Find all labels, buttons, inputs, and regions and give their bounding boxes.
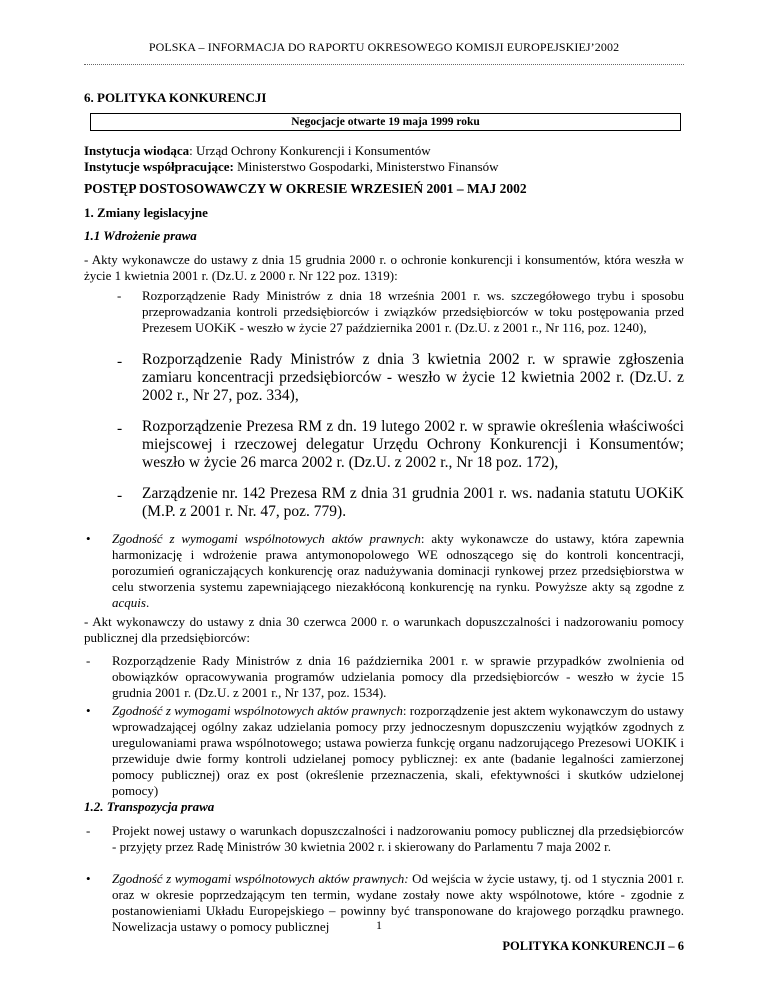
institutions [84, 143, 684, 175]
paragraph-acts: - Akty wykonawcze do ustawy z dnia 15 grudnia 2000 r. o ochronie konkurencji i konsumentów, która weszła w życie 1 kwietnia 2001 r. (Dz.U. z 2000 r. Nr 122 poz. 1319): [84, 252, 684, 283]
compliance-label: Zgodność z wymogami wspólnotowych aktów prawnych [112, 703, 403, 718]
lead-label: Instytucja wiodąca [84, 143, 190, 158]
negotiation-box: Negocjacje otwarte 19 maja 1999 roku [90, 113, 681, 131]
progress-title: POSTĘP DOSTOSOWAWCZY W OKRESIE WRZESIEŃ 2001 – MAJ 2002 [84, 181, 527, 196]
bullet-compliance-1 [112, 531, 684, 611]
subheading-legislative: 1. Zmiany legislacyjne [84, 205, 208, 220]
bullet-marker: • [86, 703, 91, 718]
page-number: 1 [376, 918, 382, 932]
coop-value: Ministerstwo Gospodarki, Ministerstwo Finansów [233, 159, 499, 174]
compliance-end: . [145, 595, 150, 610]
subheading-implementation: 1.1 Wdrożenie prawa [84, 228, 197, 243]
lead-institution [84, 143, 684, 159]
subheading-transposition: 1.2. Transpozycja prawa [84, 799, 215, 814]
bullet-compliance-3 [112, 871, 684, 935]
dash-item-1: Rozporządzenie Rady Ministrów z dnia 18 września 2001 r. ws. szczegółowego trybu i sposobu przeprowadzania kontroli przedsiębiorców i związków przedsiębiorców w toku postępowania przed Prezesem UOKiK - weszło w życie 27 października 2001 r. (Dz.U. z 2001 r., Nr 116, poz. 1240), [142, 288, 684, 335]
coop-institutions [84, 159, 684, 175]
paragraph-act-aid: - Akt wykonawczy do ustawy z dnia 30 czerwca 2000 r. o warunkach dopuszczalności i nadzorowaniu pomocy publicznej dla przedsiębiorców: [84, 614, 684, 645]
compliance-text: Od wejścia w życie ustawy, tj. od 1 stycznia 2001 r. oraz w okresie poprzedzającym ten termin, wydane zostały nowe akty wspólnotowe, które - zgodnie z postanowieniami Układu Europejskiego – powinny być transponowane do krajowego porządku prawnego. Nowelizacja ustawy o pomocy publicznej [112, 871, 685, 934]
dash-marker: - [86, 653, 91, 668]
dash-item-aid: Rozporządzenie Rady Ministrów z dnia 16 października 2001 r. w sprawie przypadków zwolnienia od obowiązków opracowywania programów udzielania pomocy dla przedsiębiorców - weszło w życie 15 grudnia 2001 r. (Dz.U. z 2001 r., Nr 137, poz. 1534). [112, 653, 684, 700]
dash-marker: - [117, 420, 123, 437]
dash-item-4: Zarządzenie nr. 142 Prezesa RM z dnia 31 grudnia 2001 r. ws. nadania statutu UOKiK (M.P. z 2001 r. Nr. 47, poz. 779). [142, 485, 684, 520]
running-header: POLSKA – INFORMACJA DO RAPORTU OKRESOWEGO KOMISJI EUROPEJSKIEJ’2002 [148, 40, 620, 54]
coop-label: Instytucje współpracujące: [84, 159, 234, 174]
header-rule [84, 64, 684, 65]
dash-item-draft: Projekt nowej ustawy o warunkach dopuszczalności i nadzorowaniu pomocy publicznej dla przedsiębiorców - przyjęty przez Radę Ministrów 30 kwietnia 2002 r. i skierowany do Parlamentu 7 maja 2002 r. [112, 823, 684, 854]
compliance-text: : rozporządzenie jest aktem wykonawczym do ustawy wprowadzającej ogólny zakaz udzielania pomocy przy jednoczesnym dopuszczeniu wyjątków zgodnych z uregulowaniami prawa wspólnotowego; ustawa powierza funkcję organu nadzorującego Prezesowi UOKIK i przewiduje dwie formy kontroli udzielanej pomocy pyblicznej: ex ante (badanie legalności zamierzonej pomocy publicznej) oraz ex post (określenie przeznaczenia, skali, efektywności i skutków udzielonej pomocy) [112, 703, 684, 798]
bullet-marker: • [86, 871, 91, 886]
bullet-marker: • [86, 531, 91, 546]
dash-marker: - [117, 288, 122, 303]
compliance-text: : akty wykonawcze do ustawy, która zapewnia harmonizację i wdrożenie prawa antymonopolowego WE odnoszącego się do kontroli koncentracji, porozumień ograniczających konkurencję oraz nadużywania dominacji rynkowej przez przedsiębiorstwa w celu stworzenia systemu zapewniającego niezakłóconą konkurencję na rynku. Powyższe akty są zgodne z [112, 531, 684, 594]
dash-item-2: Rozporządzenie Rady Ministrów z dnia 3 kwietnia 2002 r. w sprawie zgłoszenia zamiaru koncentracji przedsiębiorców - weszło w życie 12 kwietnia 2002 r. (Dz.U. z 2002 r., Nr 27, poz. 334), [142, 351, 684, 404]
dash-marker: - [117, 487, 123, 504]
dash-marker: - [86, 823, 91, 838]
dash-marker: - [117, 353, 123, 370]
lead-value: : Urząd Ochrony Konkurencji i Konsumentów [189, 143, 431, 158]
running-footer: POLITYKA KONKURENCJI – 6 [502, 939, 684, 953]
compliance-label: Zgodność z wymogami wspólnotowych aktów prawnych: [112, 871, 409, 886]
acquis-term: acquis [112, 595, 146, 610]
bullet-compliance-2 [112, 703, 684, 799]
compliance-label: Zgodność z wymogami wspólnotowych aktów prawnych [112, 531, 421, 546]
section-title: 6. POLITYKA KONKURENCJI [84, 90, 267, 105]
dash-item-3: Rozporządzenie Prezesa RM z dn. 19 lutego 2002 r. w sprawie określenia właściwości miejscowej i rzeczowej delegatur Urzędu Ochrony Konkurencji i Konsumentów; weszło w życie 26 marca 2002 r. (Dz.U. z 2002 r., Nr 18 poz. 172), [142, 418, 684, 471]
